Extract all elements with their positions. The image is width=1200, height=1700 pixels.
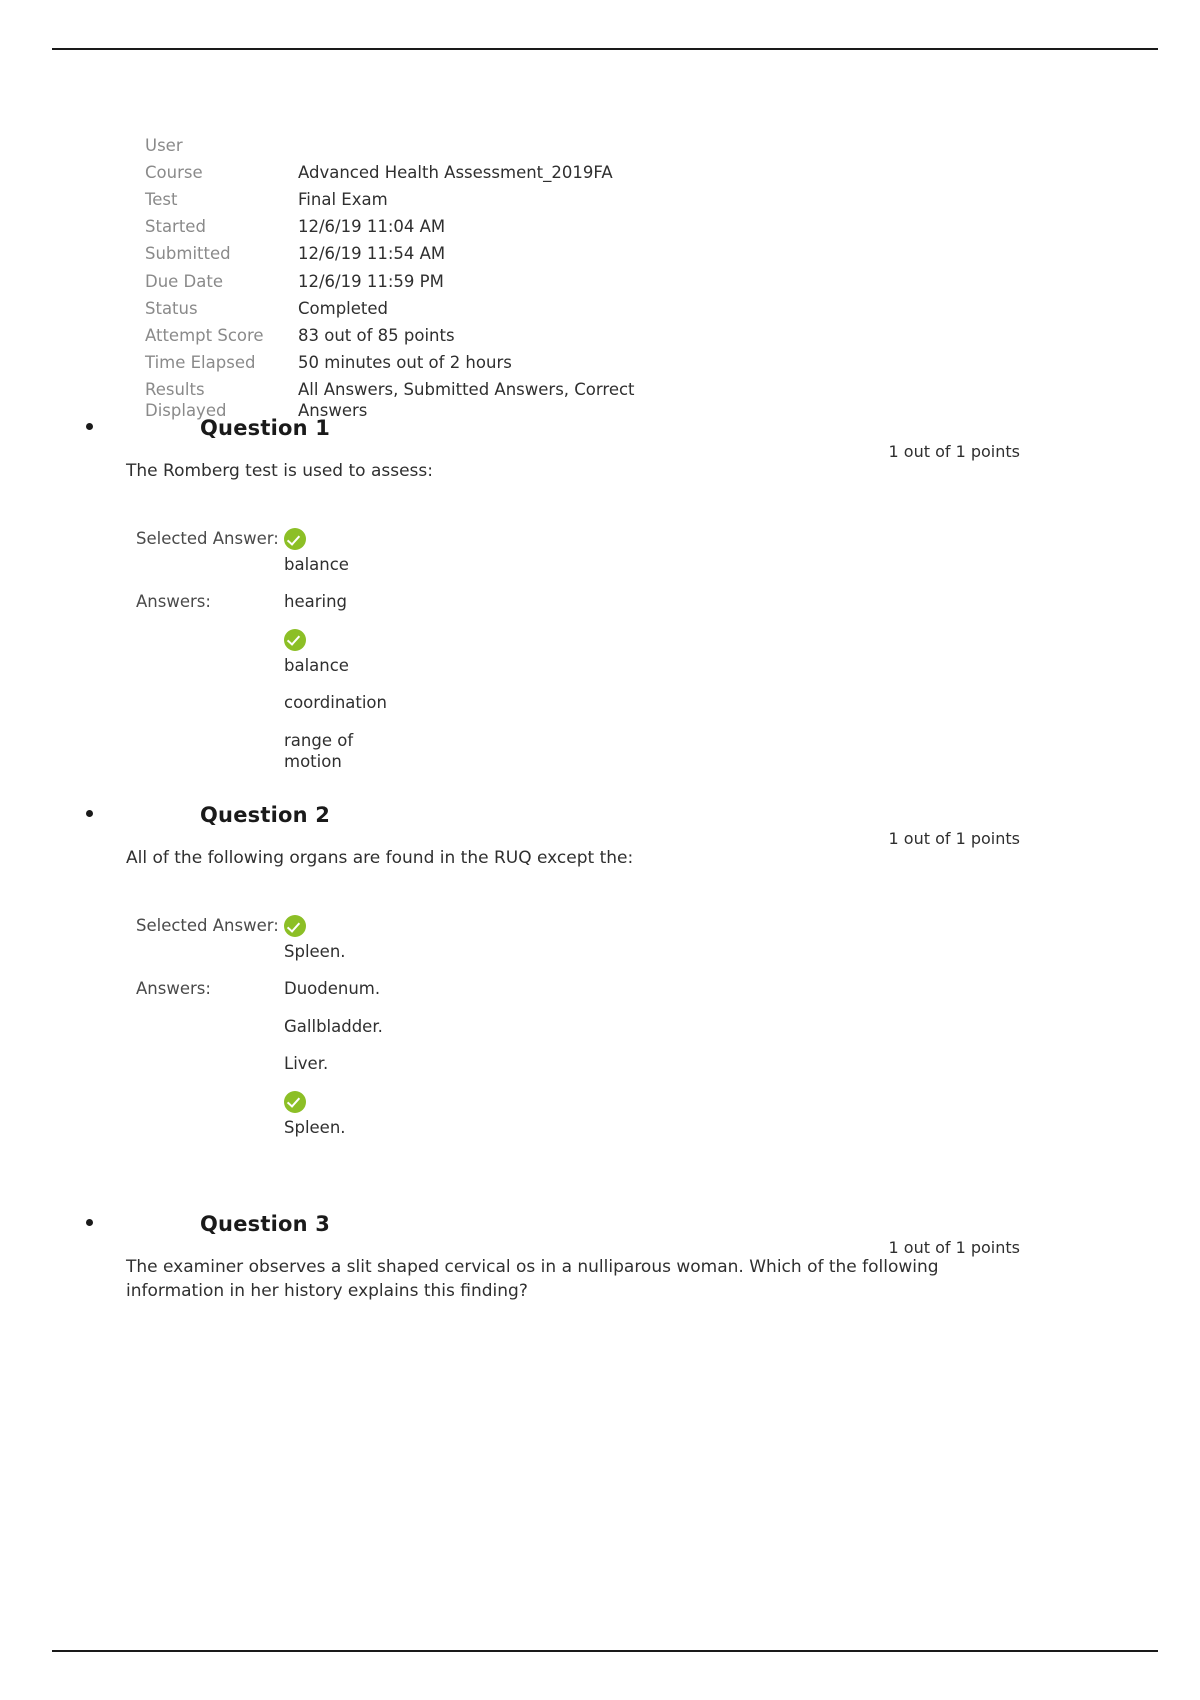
answers-row	[136, 629, 394, 692]
selected-answer-value	[284, 915, 394, 978]
meta-value-time-elapsed: 50 minutes out of 2 hours	[298, 352, 512, 372]
meta-label-due-date: Due Date	[145, 271, 223, 291]
meta-label-results-displayed: Results Displayed	[145, 379, 227, 421]
answer-option-text: balance	[284, 555, 349, 574]
spacer-cell	[136, 1016, 284, 1053]
meta-value-status: Completed	[298, 298, 388, 318]
answers-table	[136, 915, 394, 1154]
table-row	[145, 132, 705, 159]
table-row	[145, 349, 705, 376]
answers-row	[136, 730, 394, 789]
list-bullet-icon	[86, 810, 93, 817]
answer-option-text: coordination	[284, 693, 387, 713]
question-text: The examiner observes a slit shaped cervical os in a nulliparous woman. Which of the following information in her history explains this finding?	[126, 1257, 939, 1301]
question-text: The Romberg test is used to assess:	[126, 461, 433, 481]
answer-option-text: Gallbladder.	[284, 1016, 383, 1036]
answers-row	[136, 1016, 394, 1053]
page-bottom-divider	[52, 1650, 1158, 1652]
meta-value-submitted: 12/6/19 11:54 AM	[298, 244, 446, 264]
answer-option-text: Liver.	[284, 1054, 329, 1074]
meta-value-user	[298, 132, 705, 159]
answer-option-text: Spleen.	[284, 942, 346, 961]
answer-option	[284, 692, 394, 729]
answer-option	[284, 1091, 394, 1154]
meta-value-due-date: 12/6/19 11:59 PM	[298, 271, 444, 291]
answers-row	[136, 692, 394, 729]
meta-label-user: User	[145, 136, 183, 155]
answers-row	[136, 591, 394, 628]
table-row	[145, 240, 705, 267]
meta-value-results-displayed: All Answers, Submitted Answers, Correct Answers	[298, 379, 635, 421]
table-row	[145, 268, 705, 295]
answer-option	[284, 730, 394, 789]
answers-row	[136, 978, 394, 1015]
meta-label-started: Started	[145, 217, 206, 237]
correct-check-icon	[284, 915, 306, 937]
page-title: Question 3	[200, 1212, 331, 1236]
answer-option-text: range of motion	[284, 730, 354, 772]
correct-check-icon	[284, 528, 306, 550]
meta-label-course: Course	[145, 163, 203, 183]
spacer-cell	[136, 629, 284, 692]
table-row	[145, 159, 705, 186]
table-row	[145, 186, 705, 213]
meta-value-course: Advanced Health Assessment_2019FA	[298, 163, 613, 183]
answers-row	[136, 1091, 394, 1154]
correct-check-icon	[284, 1091, 306, 1113]
meta-value-started: 12/6/19 11:04 AM	[298, 217, 446, 237]
selected-answer-label: Selected Answer:	[136, 916, 279, 935]
correct-check-icon	[284, 629, 306, 651]
status-badge: 1 out of 1 points	[888, 1238, 1020, 1257]
table-row	[145, 213, 705, 240]
answer-option-text: Spleen.	[284, 1117, 346, 1137]
answers-table	[136, 528, 394, 789]
selected-answer-label: Selected Answer:	[136, 529, 279, 548]
answer-option	[284, 1053, 394, 1090]
selected-answer-row	[136, 528, 394, 591]
table-row	[145, 322, 705, 349]
answer-option-text: hearing	[284, 592, 348, 612]
answers-label: Answers:	[136, 979, 211, 999]
answers-row	[136, 1053, 394, 1090]
page-title: Question 1	[200, 416, 331, 440]
table-row	[145, 295, 705, 322]
meta-value-attempt-score: 83 out of 85 points	[298, 325, 455, 345]
answer-option	[284, 591, 394, 628]
meta-label-status: Status	[145, 298, 198, 318]
spacer-cell	[136, 1091, 284, 1154]
attempt-summary-table	[145, 132, 705, 424]
answer-option	[284, 978, 394, 1015]
meta-value-test: Final Exam	[298, 190, 388, 210]
meta-label-time-elapsed: Time Elapsed	[145, 352, 256, 372]
spacer-cell	[136, 730, 284, 789]
list-bullet-icon	[86, 423, 93, 430]
answer-option	[284, 1016, 394, 1053]
list-bullet-icon	[86, 1219, 93, 1226]
answer-option-text: balance	[284, 655, 349, 675]
spacer-cell	[136, 1053, 284, 1090]
selected-answer-row	[136, 915, 394, 978]
page-top-divider	[52, 48, 1158, 50]
answer-option	[284, 629, 394, 692]
question-text: All of the following organs are found in the RUQ except the:	[126, 848, 634, 868]
meta-label-test: Test	[145, 190, 178, 210]
answer-option-text: Duodenum.	[284, 979, 381, 999]
status-badge: 1 out of 1 points	[888, 442, 1020, 461]
status-badge: 1 out of 1 points	[888, 829, 1020, 848]
answers-label: Answers:	[136, 592, 211, 612]
meta-label-submitted: Submitted	[145, 244, 231, 264]
page-title: Question 2	[200, 803, 331, 827]
spacer-cell	[136, 692, 284, 729]
selected-answer-value	[284, 528, 394, 591]
meta-label-attempt-score: Attempt Score	[145, 325, 264, 345]
